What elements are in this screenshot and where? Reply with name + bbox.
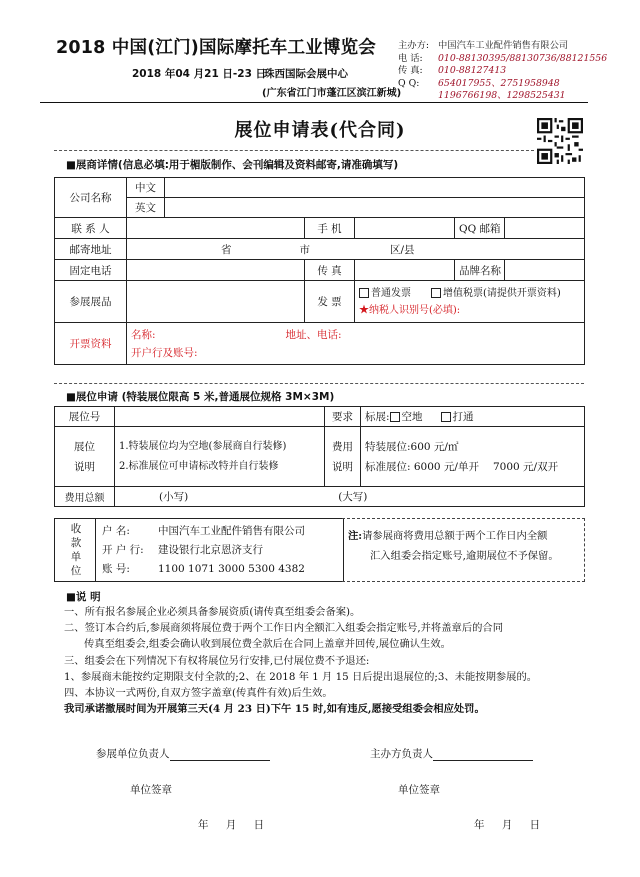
phone-field[interactable] bbox=[127, 260, 305, 281]
phone-label: 固定电话 bbox=[55, 260, 127, 281]
booth-desc-label-2: 说明 bbox=[74, 460, 95, 473]
host-rep-line[interactable] bbox=[433, 748, 533, 761]
booth-desc-1: 1.特装展位均为空地(参展商自行装修) bbox=[119, 440, 287, 452]
expo-title: 2018 中国(江门)国际摩托车工业博览会 bbox=[56, 38, 376, 58]
payee-label: 收款单位 bbox=[70, 523, 82, 577]
acct-no-label: 账 号: bbox=[102, 563, 130, 575]
bill-bank-label: 开户行及账号: bbox=[131, 346, 198, 359]
form-title: 展位申请表(代合同) bbox=[234, 120, 406, 141]
district-label: 区/县 bbox=[390, 243, 415, 256]
total-upper-label: (大写) bbox=[338, 491, 368, 503]
payee-details bbox=[102, 522, 305, 579]
qq-mail-label: QQ 邮箱 bbox=[455, 218, 505, 239]
qq-value-2: 1196766198、1298525431 bbox=[438, 90, 566, 102]
booth-no-label: 展位号 bbox=[55, 407, 115, 427]
note-line-1: 请参展商将费用总额于两个工作日内全额 bbox=[362, 530, 548, 542]
invoice-label: 发 票 bbox=[305, 281, 355, 323]
postal-label: 邮寄地址 bbox=[55, 239, 127, 260]
bill-name-label: 名称: bbox=[131, 328, 156, 341]
billing-field[interactable] bbox=[127, 323, 585, 365]
booth-desc-label bbox=[55, 427, 115, 487]
province-label: 省 bbox=[221, 243, 232, 256]
invoice-vat-label: 增值税票(请提供开票资料) bbox=[443, 287, 561, 299]
date-right: 年 月 日 bbox=[474, 819, 541, 831]
mobile-label: 手 机 bbox=[305, 218, 355, 239]
notes-heading: ■说 明 bbox=[66, 591, 101, 603]
exhibitor-rep-line[interactable] bbox=[170, 748, 270, 761]
city-label: 市 bbox=[299, 243, 310, 256]
note-4: 四、本协议一式两份,自双方签字盖章(传真件有效)后生效。 bbox=[64, 687, 333, 700]
fee-standard-single: 标准展位: 6000 元/单开 bbox=[365, 460, 479, 473]
brand-field[interactable] bbox=[505, 260, 585, 281]
cut-line-2 bbox=[54, 383, 584, 384]
expo-date: 2018 年04 月21 日-23 日 bbox=[132, 68, 267, 80]
products-field[interactable] bbox=[127, 281, 305, 323]
fee-desc-label bbox=[325, 427, 361, 487]
note-2a: 二、签订本合约后,参展商须将展位费于两个工作日内全额汇入组委会指定账号,并将盖章后的合同 bbox=[64, 622, 504, 635]
booth-desc-2: 2.标准展位可申请标改特并自行装修 bbox=[119, 460, 279, 472]
exhibitor-rep-label: 参展单位负责人 bbox=[96, 748, 170, 760]
qq-label: Q Q: bbox=[398, 77, 420, 89]
acct-no: 1100 1071 3000 5300 4382 bbox=[158, 563, 305, 575]
booth-no-field[interactable] bbox=[115, 407, 325, 427]
mobile-field[interactable] bbox=[355, 218, 455, 239]
products-label: 参展展品 bbox=[55, 281, 127, 323]
billing-label: 开票资料 bbox=[55, 323, 127, 365]
acct-name-label: 户 名: bbox=[102, 525, 130, 537]
note-label: 注: bbox=[348, 530, 363, 542]
section-booth-heading: ■展位申请 (特装展位限高 5 米,普通展位规格 3M×3M) bbox=[66, 391, 335, 403]
phone-label: 电 话: bbox=[398, 52, 423, 64]
fee-standard-double: 7000 元/双开 bbox=[492, 460, 559, 473]
postal-field[interactable] bbox=[127, 239, 585, 260]
booth-desc bbox=[115, 427, 325, 487]
acct-name: 中国汽车工业配件销售有限公司 bbox=[158, 525, 305, 537]
section-exhibitor-heading: ■展商详情(信息必填:用于楣版制作、会刊编辑及资料邮寄,请准确填写) bbox=[66, 159, 399, 171]
exhibitor-table bbox=[54, 177, 585, 365]
invoice-options bbox=[355, 281, 585, 323]
fax-value: 010-88127413 bbox=[438, 65, 507, 77]
note-2b: 传真至组委会,组委会确认收到展位费全款后在合同上盖章并回传,展位确认生效。 bbox=[84, 638, 451, 651]
req-options bbox=[361, 407, 585, 427]
bank-label: 开 户 行: bbox=[102, 544, 144, 556]
req-label: 要求 bbox=[325, 407, 361, 427]
invoice-normal-checkbox[interactable] bbox=[359, 288, 369, 298]
through-label: 打通 bbox=[452, 411, 474, 423]
note-line-2: 汇入组委会指定账号,逾期展位不予保留。 bbox=[370, 550, 559, 562]
invoice-normal-label: 普通发票 bbox=[371, 287, 411, 299]
invoice-vat-checkbox[interactable] bbox=[431, 288, 441, 298]
exhibitor-rep bbox=[96, 746, 270, 761]
brand-label: 品牌名称 bbox=[455, 260, 505, 281]
host-rep-label: 主办方负责人 bbox=[370, 748, 433, 760]
fee-desc-label-2: 说明 bbox=[332, 460, 353, 473]
note-1: 一、所有报名参展企业必须具备参展资质(请传真至组委会备案)。 bbox=[64, 606, 361, 618]
booth-table bbox=[54, 406, 585, 507]
fax-field[interactable] bbox=[355, 260, 455, 281]
qq-mail-field[interactable] bbox=[505, 218, 585, 239]
host-seal: 单位签章 bbox=[398, 784, 440, 796]
total-label: 费用总额 bbox=[55, 487, 115, 507]
fax-label: 传 真 bbox=[305, 260, 355, 281]
host-value: 中国汽车工业配件销售有限公司 bbox=[438, 40, 569, 51]
expo-venue: 珠西国际会展中心 bbox=[264, 68, 348, 80]
notes-body bbox=[64, 604, 594, 717]
total-field[interactable] bbox=[115, 487, 585, 507]
company-name-label: 公司名称 bbox=[55, 178, 127, 218]
open-space-label: 空地 bbox=[401, 411, 423, 423]
total-lower-label: (小写) bbox=[159, 491, 189, 503]
company-cn-label: 中文 bbox=[127, 178, 165, 198]
host-rep bbox=[370, 746, 533, 761]
note-text bbox=[348, 526, 559, 566]
pledge: 我司承诺撤展时间为开展第三天(4 月 23 日)下午 15 时,如有违反,愿接受组委会相应处罚。 bbox=[64, 703, 485, 716]
through-checkbox[interactable] bbox=[441, 412, 451, 422]
fee-special: 特装展位:600 元/㎡ bbox=[365, 440, 459, 453]
company-cn-field[interactable] bbox=[165, 178, 585, 198]
fee-desc bbox=[361, 427, 585, 487]
contact-field[interactable] bbox=[127, 218, 305, 239]
expo-address: (广东省江门市蓬江区滨江新城) bbox=[262, 88, 402, 99]
contact-label: 联 系 人 bbox=[55, 218, 127, 239]
header-divider bbox=[40, 102, 588, 103]
bank-name: 建设银行北京恩济支行 bbox=[158, 544, 263, 556]
qr-code-icon bbox=[537, 118, 583, 164]
note-3: 三、组委会在下列情况下有权将展位另行安排,已付展位费不予退还: bbox=[64, 654, 370, 667]
host-label: 主办方: bbox=[398, 40, 430, 51]
bill-address-label: 地址、电话: bbox=[285, 328, 342, 341]
taxid-label: ★纳税人识别号(必填): bbox=[359, 304, 461, 316]
booth-desc-label-1: 展位 bbox=[74, 440, 95, 453]
phone-value: 010-88130395/88130736/88121556 bbox=[438, 52, 608, 64]
fee-desc-label-1: 费用 bbox=[332, 440, 353, 453]
fax-label: 传 真: bbox=[398, 65, 423, 77]
company-en-label: 英文 bbox=[127, 198, 165, 218]
open-space-checkbox[interactable] bbox=[390, 412, 400, 422]
exhibitor-seal: 单位签章 bbox=[130, 784, 172, 796]
qq-value-1: 654017955、2751958948 bbox=[438, 77, 560, 89]
company-en-field[interactable] bbox=[165, 198, 585, 218]
organizer-info bbox=[398, 40, 607, 103]
signage-label: 标展: bbox=[365, 411, 390, 423]
date-left: 年 月 日 bbox=[198, 819, 265, 831]
cut-line bbox=[54, 150, 534, 151]
note-3-detail: 1、参展商未能按约定期限支付全款的;2、在 2018 年 1 月 15 日后提出退展位的;3、未能按期参展的。 bbox=[64, 670, 538, 683]
